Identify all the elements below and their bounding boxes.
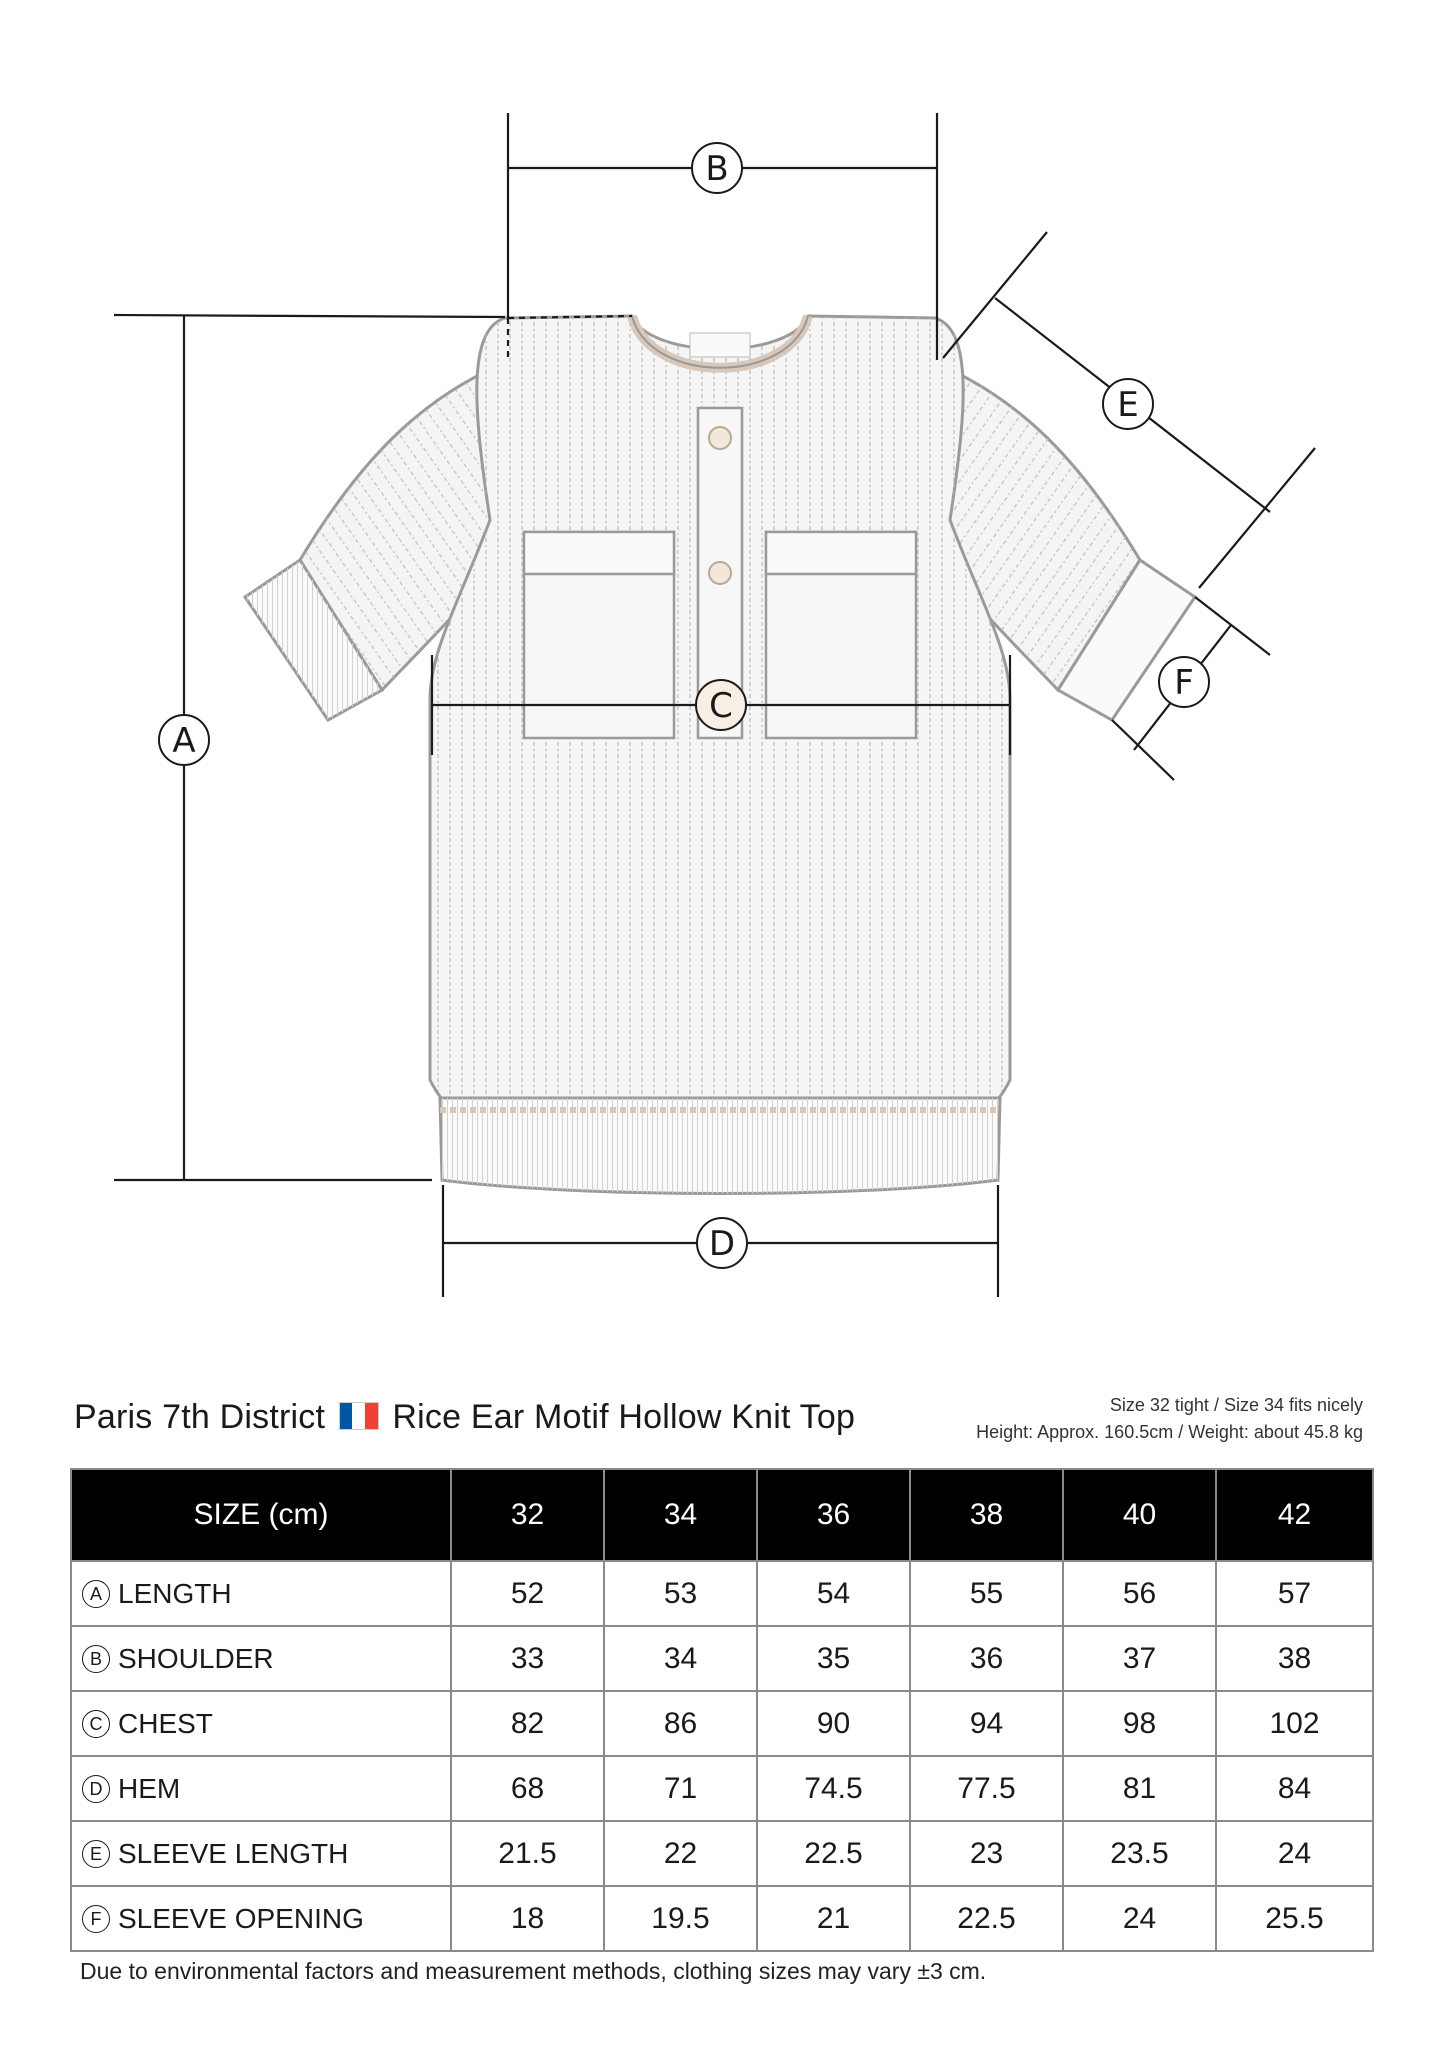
- measurement-value: 82: [451, 1691, 604, 1756]
- fit-notes: [976, 1392, 1363, 1446]
- size-header-cell: 32: [451, 1469, 604, 1561]
- measurement-value: 77.5: [910, 1756, 1063, 1821]
- measurement-value: 37: [1063, 1626, 1216, 1691]
- size-header-label: SIZE (cm): [71, 1469, 451, 1561]
- measurement-value: 94: [910, 1691, 1063, 1756]
- label-e: [1103, 379, 1153, 429]
- label-f: [1159, 657, 1209, 707]
- measurement-name: SLEEVE OPENING: [118, 1902, 364, 1934]
- measurement-value: 74.5: [757, 1756, 910, 1821]
- svg-text:B: B: [705, 149, 729, 189]
- measurement-value: 35: [757, 1626, 910, 1691]
- brand-label-tag: [690, 333, 750, 357]
- measurement-value: 56: [1063, 1561, 1216, 1626]
- label-a: [159, 715, 209, 765]
- measurement-value: 25.5: [1216, 1886, 1373, 1951]
- row-label: [71, 1821, 451, 1886]
- france-flag-icon: [339, 1402, 379, 1430]
- measurement-symbol: D: [82, 1775, 110, 1803]
- measurement-value: 24: [1063, 1886, 1216, 1951]
- measurement-value: 86: [604, 1691, 757, 1756]
- measurement-value: 54: [757, 1561, 910, 1626]
- measurement-value: 55: [910, 1561, 1063, 1626]
- title-suffix: Rice Ear Motif Hollow Knit Top: [392, 1398, 856, 1436]
- svg-text:E: E: [1117, 385, 1139, 425]
- row-label: [71, 1626, 451, 1691]
- measurement-value: 22: [604, 1821, 757, 1886]
- measurement-value: 34: [604, 1626, 757, 1691]
- measurement-value: 38: [1216, 1626, 1373, 1691]
- measurement-value: 21: [757, 1886, 910, 1951]
- product-title: [74, 1398, 855, 1437]
- table-row: [71, 1821, 1373, 1886]
- svg-text:D: D: [708, 1224, 736, 1264]
- measurement-value: 19.5: [604, 1886, 757, 1951]
- measurement-symbol: B: [82, 1645, 110, 1673]
- measurement-name: LENGTH: [118, 1577, 232, 1609]
- measurement-value: 84: [1216, 1756, 1373, 1821]
- measurement-value: 18: [451, 1886, 604, 1951]
- measurement-value: 52: [451, 1561, 604, 1626]
- measurement-value: 23: [910, 1821, 1063, 1886]
- svg-text:F: F: [1174, 663, 1194, 703]
- row-label: [71, 1561, 451, 1626]
- fit-note-body: Height: Approx. 160.5cm / Weight: about 45.8 kg: [976, 1422, 1363, 1442]
- right-pocket-flap: [766, 532, 916, 574]
- table-row: [71, 1756, 1373, 1821]
- measurement-value: 90: [757, 1691, 910, 1756]
- size-header-cell: 34: [604, 1469, 757, 1561]
- left-pocket-flap: [524, 532, 674, 574]
- label-d: [697, 1218, 747, 1268]
- measurement-value: 33: [451, 1626, 604, 1691]
- measurement-value: 102: [1216, 1691, 1373, 1756]
- row-label: [71, 1756, 451, 1821]
- row-label: [71, 1886, 451, 1951]
- label-c: [696, 680, 746, 730]
- svg-text:C: C: [709, 686, 733, 726]
- table-row: [71, 1626, 1373, 1691]
- button-top: [709, 427, 731, 449]
- measurement-symbol: E: [82, 1840, 110, 1868]
- label-b: [692, 143, 742, 193]
- measurement-value: 23.5: [1063, 1821, 1216, 1886]
- row-label: [71, 1691, 451, 1756]
- measurement-name: CHEST: [118, 1707, 213, 1739]
- measurement-value: 98: [1063, 1691, 1216, 1756]
- measurement-value: 53: [604, 1561, 757, 1626]
- svg-text:A: A: [172, 721, 196, 761]
- table-row: [71, 1561, 1373, 1626]
- size-header-cell: 40: [1063, 1469, 1216, 1561]
- measurement-value: 21.5: [451, 1821, 604, 1886]
- measurement-value: 71: [604, 1756, 757, 1821]
- size-table: [70, 1468, 1374, 1952]
- size-header-row: [71, 1469, 1373, 1561]
- table-row: [71, 1691, 1373, 1756]
- fit-note-size: Size 32 tight / Size 34 fits nicely: [1109, 1395, 1363, 1415]
- measurement-value: 68: [451, 1756, 604, 1821]
- size-header-cell: 42: [1216, 1469, 1373, 1561]
- size-disclaimer: Due to environmental factors and measurement methods, clothing sizes may vary ±3 cm.: [80, 1958, 987, 1984]
- measurement-value: 57: [1216, 1561, 1373, 1626]
- measurement-value: 22.5: [757, 1821, 910, 1886]
- measurement-value: 24: [1216, 1821, 1373, 1886]
- table-row: [71, 1886, 1373, 1951]
- title-prefix: Paris 7th District: [74, 1398, 326, 1436]
- measurement-value: 81: [1063, 1756, 1216, 1821]
- measurement-name: HEM: [118, 1772, 181, 1804]
- measurement-name: SLEEVE LENGTH: [118, 1837, 349, 1869]
- button-middle: [709, 562, 731, 584]
- measurement-symbol: F: [82, 1905, 110, 1933]
- measurement-value: 36: [910, 1626, 1063, 1691]
- measurement-value: 22.5: [910, 1886, 1063, 1951]
- measurement-symbol: C: [82, 1710, 110, 1738]
- size-header-cell: 38: [910, 1469, 1063, 1561]
- garment-illustration: [245, 316, 1195, 1194]
- size-header-cell: 36: [757, 1469, 910, 1561]
- measurement-symbol: A: [82, 1580, 110, 1608]
- measurement-name: SHOULDER: [118, 1642, 274, 1674]
